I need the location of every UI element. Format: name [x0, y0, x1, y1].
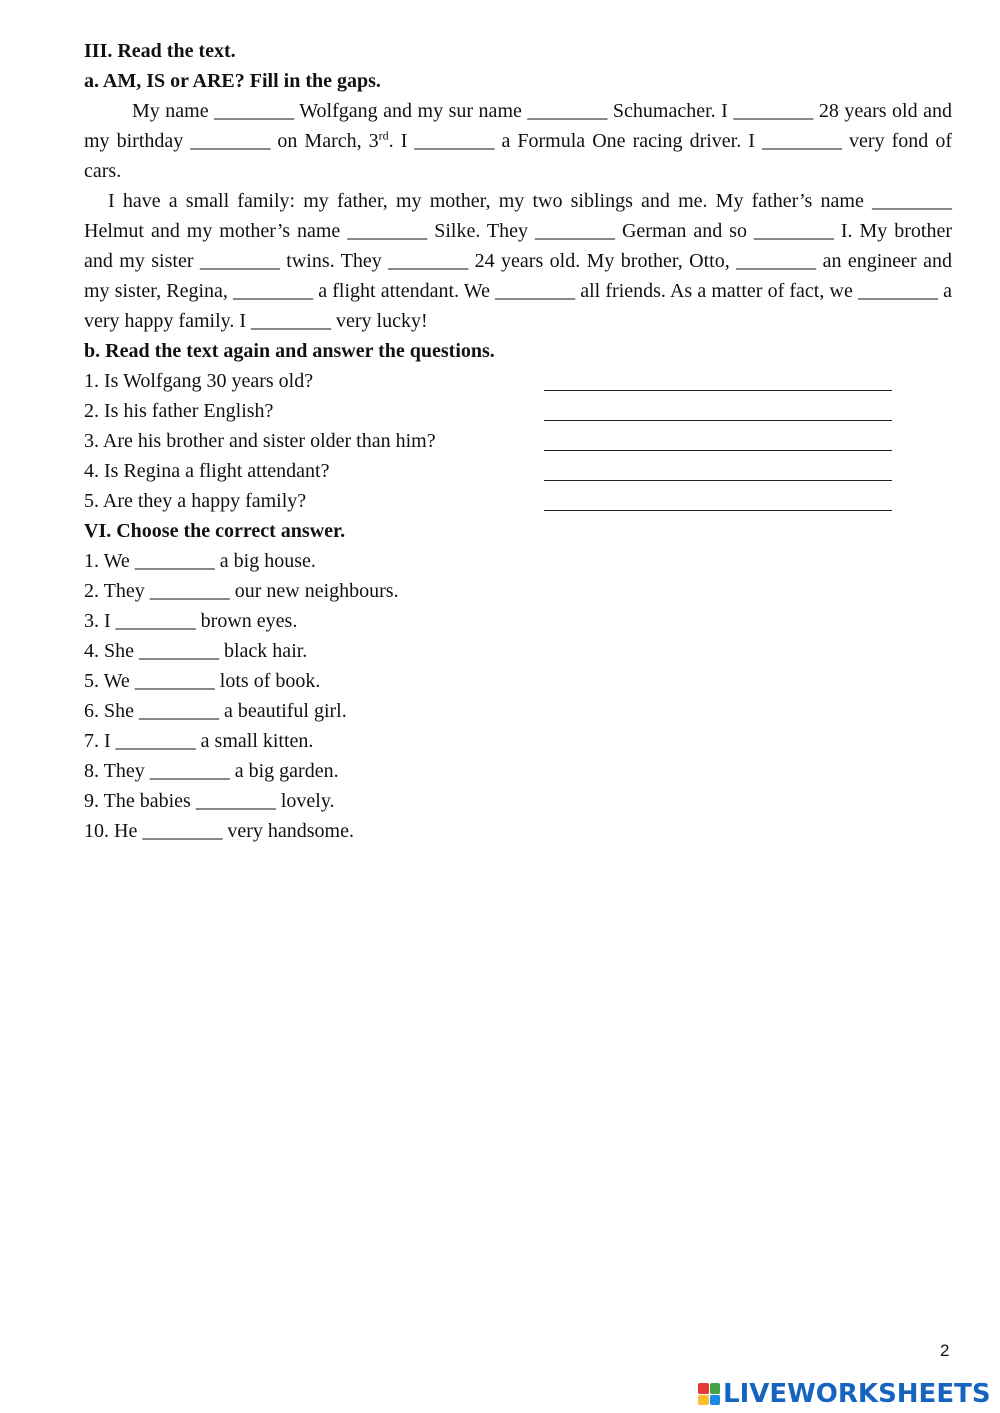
text: My name — [132, 100, 215, 122]
brand-name: LIVEWORKSHEETS — [723, 1379, 991, 1409]
gap-blank[interactable]: ________ — [857, 280, 938, 302]
gap-blank[interactable]: ________ — [142, 820, 223, 842]
blocks-icon — [698, 1383, 720, 1405]
text: Helmut and my mother’s name — [84, 220, 348, 242]
gap-blank[interactable]: ________ — [347, 220, 428, 242]
text: German and so — [615, 220, 754, 242]
exercise-item — [84, 816, 952, 846]
gap-blank[interactable]: ________ — [733, 100, 814, 122]
part-a-title: a. AM, IS or ARE? Fill in the gaps. — [84, 70, 381, 92]
gap-blank[interactable]: ________ — [233, 280, 314, 302]
item-suffix: very handsome. — [222, 820, 354, 842]
item-suffix: a big garden. — [229, 760, 339, 782]
exercise-item — [84, 786, 952, 816]
part-b-title: b. Read the text again and answer the questions. — [84, 340, 495, 362]
item-prefix: 4. She — [84, 640, 139, 662]
page-number: 2 — [940, 1341, 950, 1360]
answer-line[interactable] — [544, 510, 892, 511]
answer-line[interactable] — [544, 390, 892, 391]
text: . I — [388, 130, 415, 152]
item-prefix: 6. She — [84, 700, 139, 722]
gap-blank[interactable]: ________ — [214, 100, 295, 122]
item-suffix: black hair. — [219, 640, 308, 662]
gap-blank[interactable]: ________ — [134, 550, 215, 572]
logo-block — [710, 1395, 721, 1406]
text: twins. They — [279, 250, 389, 272]
question-text: 4. Is Regina a flight attendant? — [84, 460, 330, 482]
text: a very happy family. I — [84, 280, 952, 332]
text: Wolfgang and my sur name — [294, 100, 528, 122]
item-suffix: brown eyes. — [195, 610, 298, 632]
gap-blank[interactable]: ________ — [199, 250, 280, 272]
section-6-title: VI. Choose the correct answer. — [84, 520, 346, 542]
exercise-item — [84, 696, 952, 726]
item-suffix: lots of book. — [214, 670, 321, 692]
gap-blank[interactable]: ________ — [762, 130, 842, 152]
gap-blank[interactable]: ________ — [134, 670, 215, 692]
text: very fond of cars. — [84, 130, 952, 182]
answer-line[interactable] — [544, 450, 892, 451]
superscript: rd — [378, 128, 389, 143]
gap-blank[interactable]: ________ — [753, 220, 834, 242]
text: I. My brother and my sister — [84, 220, 952, 272]
text: 28 years old and my birthday — [84, 100, 953, 152]
text: Silke. They — [427, 220, 535, 242]
logo-block — [710, 1383, 721, 1394]
question-text: 5. Are they a happy family? — [84, 490, 307, 512]
gap-blank[interactable]: ________ — [414, 130, 495, 152]
gap-blank[interactable]: ________ — [149, 760, 230, 782]
gap-blank[interactable]: ________ — [535, 220, 615, 242]
question-row — [84, 426, 952, 456]
exercise-item — [84, 666, 952, 696]
item-prefix: 3. I — [84, 610, 116, 632]
item-suffix: our new neighbours. — [229, 580, 399, 602]
gap-blank[interactable]: ________ — [139, 700, 219, 722]
gap-blank[interactable]: ________ — [736, 250, 817, 272]
paragraph-2 — [84, 186, 952, 336]
answer-line[interactable] — [544, 420, 892, 421]
item-prefix: 5. We — [84, 670, 135, 692]
text: Schumacher. I — [607, 100, 734, 122]
gap-blank[interactable]: ________ — [250, 310, 331, 332]
item-prefix: 10. He — [84, 820, 143, 842]
question-row — [84, 396, 952, 426]
gap-blank[interactable]: ________ — [527, 100, 608, 122]
gap-blank[interactable]: ________ — [495, 280, 576, 302]
item-prefix: 1. We — [84, 550, 135, 572]
question-row — [84, 366, 952, 396]
item-prefix: 2. They — [84, 580, 150, 602]
item-suffix: a big house. — [214, 550, 316, 572]
question-text: 1. Is Wolfgang 30 years old? — [84, 370, 314, 392]
question-row — [84, 486, 952, 516]
worksheet-page — [84, 36, 952, 846]
gap-blank[interactable]: ________ — [115, 610, 196, 632]
exercise-item — [84, 726, 952, 756]
question-row — [84, 456, 952, 486]
question-text: 2. Is his father English? — [84, 400, 274, 422]
text: I have a small family: my father, my mother, my two siblings and me. My father’s name — [108, 190, 872, 212]
item-prefix: 9. The babies — [84, 790, 196, 812]
gap-blank[interactable]: ________ — [139, 640, 219, 662]
liveworksheets-logo[interactable] — [698, 1378, 991, 1410]
paragraph-1 — [84, 96, 952, 186]
logo-block — [698, 1395, 709, 1406]
item-suffix: lovely. — [275, 790, 335, 812]
logo-block — [698, 1383, 709, 1394]
item-prefix: 8. They — [84, 760, 150, 782]
gap-blank[interactable]: ________ — [872, 190, 952, 212]
exercise-item — [84, 756, 952, 786]
text: 24 years old. My brother, Otto, — [468, 250, 737, 272]
text: an engineer and my sister, Regina, — [84, 250, 952, 302]
text: on March, 3 — [270, 130, 379, 152]
exercise-item — [84, 606, 952, 636]
item-prefix: 7. I — [84, 730, 116, 752]
text: a Formula One racing driver. I — [494, 130, 762, 152]
question-text: 3. Are his brother and sister older than him? — [84, 430, 436, 452]
exercise-item — [84, 636, 952, 666]
gap-blank[interactable]: ________ — [115, 730, 196, 752]
section-3-title: III. Read the text. — [84, 40, 236, 62]
gap-blank[interactable]: ________ — [190, 130, 271, 152]
answer-line[interactable] — [544, 480, 892, 481]
text: very lucky! — [330, 310, 428, 332]
gap-blank[interactable]: ________ — [149, 580, 230, 602]
gap-blank[interactable]: ________ — [388, 250, 469, 272]
item-suffix: a beautiful girl. — [219, 700, 347, 722]
text: all friends. As a matter of fact, we — [575, 280, 858, 302]
text: a flight attendant. We — [313, 280, 496, 302]
gap-blank[interactable]: ________ — [195, 790, 276, 812]
exercise-item — [84, 576, 952, 606]
item-suffix: a small kitten. — [195, 730, 314, 752]
exercise-item — [84, 546, 952, 576]
